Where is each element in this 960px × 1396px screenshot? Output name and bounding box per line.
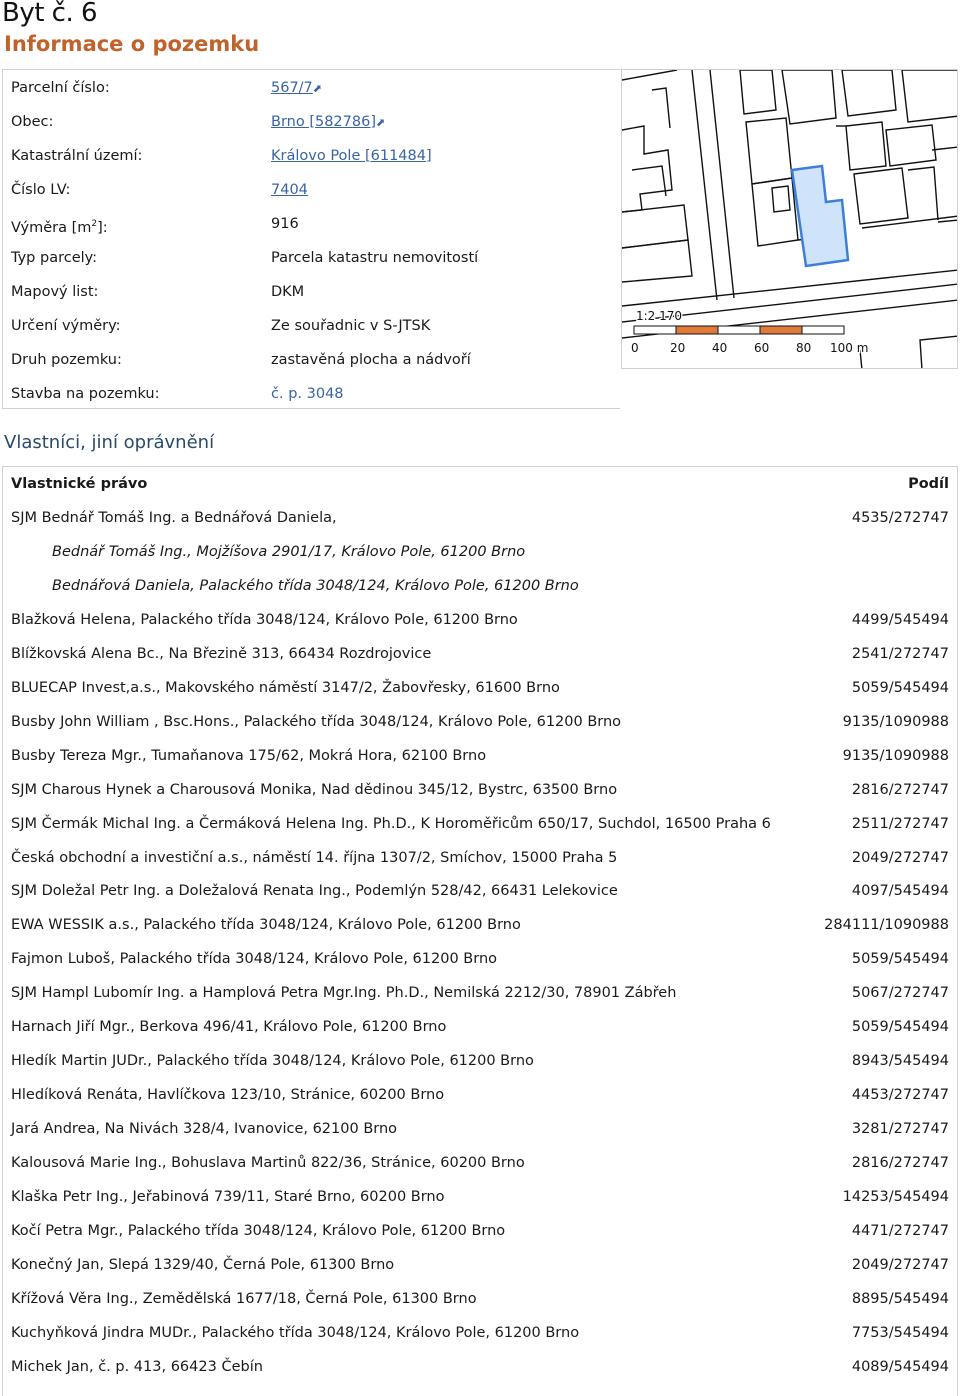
scale-tick: 40 — [712, 341, 728, 355]
owner-share: 4453/272747 — [851, 1087, 949, 1104]
scale-tick: 0 — [631, 341, 639, 355]
parcel-row-ku — [11, 145, 611, 167]
parcel-row-number — [11, 77, 611, 99]
scale-tick: 20 — [670, 341, 686, 355]
parcel-row-obec — [11, 111, 611, 133]
owner-share: 5067/272747 — [851, 985, 949, 1002]
owner-name: Jará Andrea, Na Nivách 328/4, Ivanovice, 62100 Brno — [11, 1121, 398, 1138]
parcel-value: Parcela katastru nemovitostí — [271, 250, 479, 266]
owner-name: BLUECAP Invest,a.s., Makovského náměstí 3147/2, Žabovřesky, 61600 Brno — [11, 679, 560, 696]
scale-tick: 80 — [796, 341, 812, 355]
owner-row — [11, 711, 949, 733]
owner-row — [11, 1152, 949, 1174]
owner-row — [11, 847, 949, 869]
owner-name: Harnach Jiří Mgr., Berkova 496/41, Královo Pole, 61200 Brno — [11, 1019, 447, 1036]
owner-name: Bednářová Daniela, Palackého třída 3048/124, Královo Pole, 61200 Brno — [52, 577, 579, 594]
owner-row — [11, 813, 949, 835]
owner-row — [11, 609, 949, 631]
parcel-label: Typ parcely: — [11, 250, 98, 266]
owner-row — [11, 677, 949, 699]
owner-share: 4535/272747 — [851, 510, 949, 526]
owner-share: 7753/545494 — [851, 1324, 949, 1341]
owner-row — [11, 914, 949, 936]
parcel-row-druh — [11, 349, 611, 371]
parcel-row-lv — [11, 179, 611, 201]
owners-table — [2, 466, 958, 1396]
parcel-value: DKM — [271, 284, 305, 300]
owner-share: 2511/272747 — [851, 815, 949, 832]
scale-tick: 60 — [754, 341, 770, 355]
owner-share: 4471/272747 — [851, 1222, 949, 1239]
owner-share: 2816/272747 — [851, 781, 949, 798]
parcel-label: Číslo LV: — [11, 182, 71, 198]
owner-share: 4089/545494 — [851, 1358, 949, 1375]
owner-sub-row — [11, 541, 949, 563]
owner-name: Kočí Petra Mgr., Palackého třída 3048/124, Královo Pole, 61200 Brno — [11, 1222, 506, 1239]
external-link-icon[interactable]: ⬈ — [312, 82, 323, 95]
owner-row — [11, 982, 949, 1004]
parcel-label: Parcelní číslo: — [11, 80, 110, 96]
scale-tick: 100 m — [830, 341, 869, 355]
owner-name: Busby Tereza Mgr., Tumaňanova 175/62, Mokrá Hora, 62100 Brno — [11, 747, 487, 764]
katastralni-uzemi-link[interactable]: Královo Pole [611484] — [271, 148, 432, 164]
owner-row — [11, 507, 949, 529]
owner-name: SJM Charous Hynek a Charousová Monika, Nad dědinou 345/12, Bystrc, 63500 Brno — [11, 781, 618, 798]
cadastral-map[interactable] — [621, 69, 958, 369]
stavba-link[interactable]: č. p. 3048 — [271, 386, 344, 402]
owner-share: 2049/272747 — [851, 849, 949, 866]
parcel-row-stavba — [11, 383, 611, 405]
owner-share: 3281/272747 — [851, 1121, 949, 1138]
owner-row — [11, 779, 949, 801]
parcel-label: Druh pozemku: — [11, 352, 122, 368]
owner-row — [11, 1016, 949, 1038]
owner-name: Hledíková Renáta, Havlíčkova 123/10, Stránice, 60200 Brno — [11, 1087, 445, 1104]
owner-row — [11, 880, 949, 902]
owner-sub-row — [11, 575, 949, 597]
owner-row — [11, 1186, 949, 1208]
owner-row — [11, 1118, 949, 1140]
page-title: Byt č. 6 — [2, 0, 98, 28]
section-title: Informace o pozemku — [4, 32, 260, 56]
owners-table-header — [11, 473, 949, 495]
owner-row — [11, 1322, 949, 1344]
owner-row — [11, 745, 949, 767]
owner-name: Konečný Jan, Slepá 1329/40, Černá Pole, 61300 Brno — [11, 1256, 395, 1273]
owner-row — [11, 948, 949, 970]
owner-share: 5059/545494 — [851, 951, 949, 968]
owner-name: Křížová Věra Ing., Zemědělská 1677/18, Černá Pole, 61300 Brno — [11, 1290, 477, 1307]
owner-name: Blažková Helena, Palackého třída 3048/124, Královo Pole, 61200 Brno — [11, 611, 518, 628]
parcel-row-mapovy-list — [11, 281, 611, 303]
owner-share: 9135/1090988 — [842, 747, 949, 764]
owner-share: 5059/545494 — [851, 1019, 949, 1036]
owner-share: 2541/272747 — [851, 645, 949, 662]
owner-row — [11, 1356, 949, 1378]
owner-name: Hledík Martin JUDr., Palackého třída 3048/124, Královo Pole, 61200 Brno — [11, 1053, 534, 1070]
owner-share: 9135/1090988 — [842, 713, 949, 730]
owner-name: SJM Doležal Petr Ing. a Doležalová Renata Ing., Podemlýn 528/42, 66431 Lelekovice — [11, 883, 618, 900]
owner-share: 4499/545494 — [851, 611, 949, 628]
map-scale-label: 1:2 170 — [636, 309, 683, 323]
lv-link[interactable]: 7404 — [271, 182, 308, 198]
owner-share: 2049/272747 — [851, 1256, 949, 1273]
parcel-number-link[interactable]: 567/7 — [271, 80, 313, 96]
owner-name: SJM Čermák Michal Ing. a Čermáková Helena Ing. Ph.D., K Horoměřicům 650/17, Suchdol, 16500 Praha 6 — [11, 815, 771, 832]
owner-name: Bednář Tomáš Ing., Mojžíšova 2901/17, Královo Pole, 61200 Brno — [52, 543, 526, 560]
owner-share: 2816/272747 — [851, 1155, 949, 1172]
parcel-label: Výměra $[m^2]$: — [11, 219, 108, 236]
parcel-label: Mapový list: — [11, 284, 99, 300]
parcel-label: Katastrální území: — [11, 148, 143, 164]
map-drawing — [622, 70, 958, 369]
owner-share: 284111/1090988 — [824, 917, 949, 934]
column-header-owner: Vlastnické právo — [11, 476, 148, 492]
external-link-icon[interactable]: ⬈ — [376, 116, 386, 129]
owner-name: SJM Bednář Tomáš Ing. a Bednářová Daniela, — [11, 510, 337, 526]
owner-share: 5059/545494 — [851, 679, 949, 696]
owner-name: Kalousová Marie Ing., Bohuslava Martinů 822/36, Stránice, 60200 Brno — [11, 1155, 525, 1172]
owner-row — [11, 1084, 949, 1106]
highlighted-parcel — [792, 166, 848, 266]
owner-share: 8895/545494 — [851, 1290, 949, 1307]
owner-share: 14253/545494 — [842, 1189, 949, 1205]
owner-name: Fajmon Luboš, Palackého třída 3048/124, Královo Pole, 61200 Brno — [11, 951, 498, 968]
parcel-value: Ze souřadnic v S-JTSK — [271, 318, 431, 334]
owner-name: Michek Jan, č. p. 413, 66423 Čebín — [11, 1358, 263, 1375]
owner-name: SJM Hampl Lubomír Ing. a Hamplová Petra Mgr.Ing. Ph.D., Nemilská 2212/30, 78901 Zábřeh — [11, 985, 677, 1002]
map-scale-bar — [634, 326, 844, 334]
owner-row — [11, 1220, 949, 1242]
owner-share: 4097/545494 — [851, 883, 949, 900]
parcel-row-vymera — [11, 213, 611, 235]
owner-name: Česká obchodní a investiční a.s., náměstí 14. října 1307/2, Smíchov, 15000 Praha 5 — [11, 849, 618, 866]
obec-link[interactable]: Brno [582786] — [271, 114, 376, 130]
owner-name: Kuchyňková Jindra MUDr., Palackého třída 3048/124, Královo Pole, 61200 Brno — [11, 1324, 580, 1341]
owner-name: Klaška Petr Ing., Jeřabinová 739/11, Staré Brno, 60200 Brno — [11, 1189, 445, 1205]
owner-row — [11, 1288, 949, 1310]
owner-name: EWA WESSIK a.s., Palackého třída 3048/124, Královo Pole, 61200 Brno — [11, 917, 521, 934]
parcel-value: zastavěná plocha a nádvoří — [271, 352, 471, 368]
parcel-label: Obec: — [11, 114, 54, 130]
owner-row — [11, 643, 949, 665]
owner-share: 8943/545494 — [851, 1053, 949, 1070]
parcel-value: 916 — [271, 216, 299, 232]
parcel-row-urceni — [11, 315, 611, 337]
owner-row — [11, 1050, 949, 1072]
parcel-label: Stavba na pozemku: — [11, 386, 160, 402]
parcel-row-typ — [11, 247, 611, 269]
column-header-share: Podíl — [908, 476, 949, 492]
owner-name: Busby John William , Bsc.Hons., Palackého třída 3048/124, Královo Pole, 61200 Brno — [11, 713, 622, 730]
owners-section-title: Vlastníci, jiní oprávnění — [4, 432, 215, 453]
parcel-label: Určení výměry: — [11, 318, 121, 334]
parcel-info-panel — [2, 69, 620, 409]
owner-row — [11, 1254, 949, 1276]
owner-name: Blížkovská Alena Bc., Na Březině 313, 66434 Rozdrojovice — [11, 645, 432, 662]
